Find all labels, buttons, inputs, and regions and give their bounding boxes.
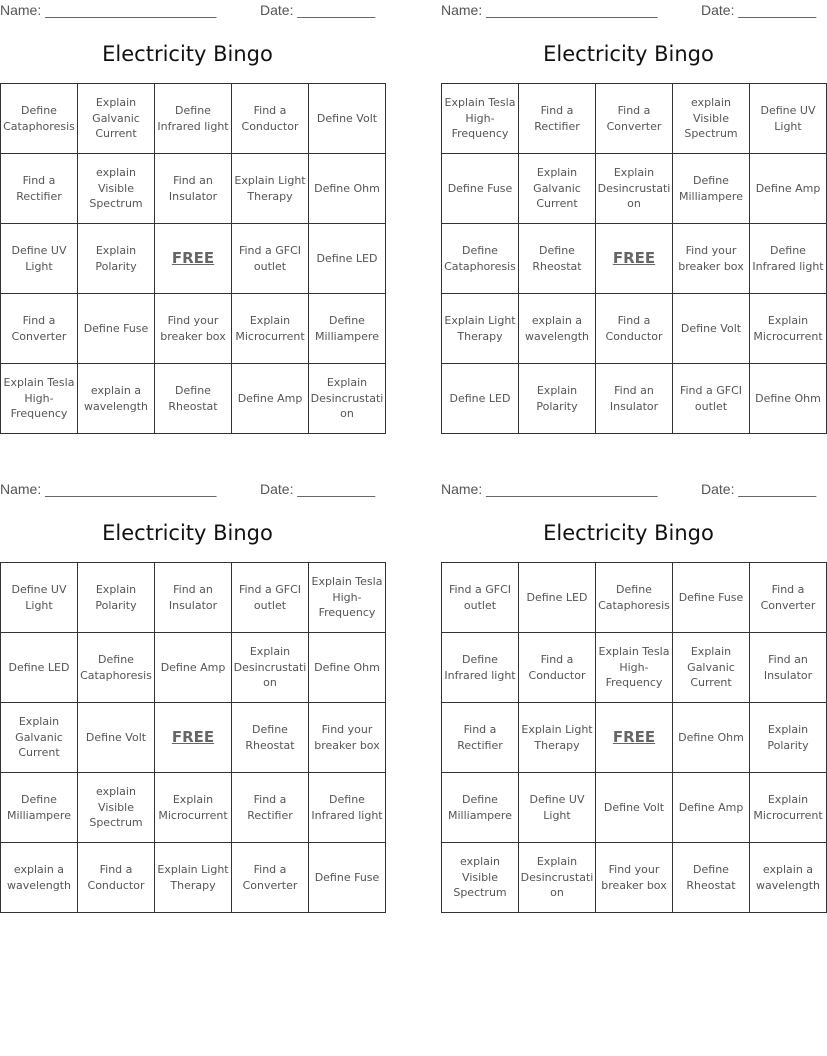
bingo-row: [1, 224, 386, 294]
bingo-cell: Find a GFCI outlet: [232, 563, 309, 633]
bingo-row: [442, 154, 827, 224]
bingo-cell: Explain Desincrustation: [232, 633, 309, 703]
bingo-cell: Define Ohm: [309, 633, 386, 703]
bingo-cell: Explain Desincrustation: [596, 154, 673, 224]
bingo-cell: Find an Insulator: [750, 633, 827, 703]
bingo-row: [1, 364, 386, 434]
bingo-row: [442, 703, 827, 773]
name-line: Name: ______________________: [441, 2, 658, 18]
bingo-cell: Define UV Light: [750, 84, 827, 154]
bingo-row: [442, 633, 827, 703]
bingo-cell: Define UV Light: [1, 563, 78, 633]
bingo-cell: Define Infrared light: [155, 84, 232, 154]
bingo-cell: Define Volt: [673, 294, 750, 364]
bingo-cell: Define Cataphoresis: [442, 224, 519, 294]
bingo-cell: Find a Conductor: [519, 633, 596, 703]
name-line: Name: ______________________: [0, 481, 217, 497]
date-line: Date: __________: [701, 481, 817, 497]
bingo-cell: Define Ohm: [750, 364, 827, 434]
bingo-cell: Find a Conductor: [78, 843, 155, 913]
bingo-grid: [441, 562, 827, 913]
free-space: FREE: [155, 224, 232, 294]
bingo-cell: Define Amp: [232, 364, 309, 434]
bingo-cell: Find a Converter: [750, 563, 827, 633]
bingo-cell: Explain Tesla High-Frequency: [442, 84, 519, 154]
bingo-cell: Explain Polarity: [519, 364, 596, 434]
bingo-cell: Define Fuse: [442, 154, 519, 224]
bingo-cell: Explain Polarity: [750, 703, 827, 773]
bingo-cell: Explain Microcurrent: [155, 773, 232, 843]
card-header: [0, 0, 375, 22]
bingo-cell: Find your breaker box: [596, 843, 673, 913]
bingo-cell: Define LED: [442, 364, 519, 434]
bingo-cell: Explain Tesla High-Frequency: [309, 563, 386, 633]
bingo-row: [1, 563, 386, 633]
bingo-cell: Find your breaker box: [309, 703, 386, 773]
bingo-cell: Define Milliampere: [309, 294, 386, 364]
bingo-cell: Find an Insulator: [596, 364, 673, 434]
bingo-cell: Find an Insulator: [155, 154, 232, 224]
bingo-cell: Define Ohm: [673, 703, 750, 773]
bingo-cell: Find an Insulator: [155, 563, 232, 633]
bingo-cell: Find a GFCI outlet: [442, 563, 519, 633]
bingo-cell: Explain Desincrustation: [309, 364, 386, 434]
bingo-cell: Define Infrared light: [309, 773, 386, 843]
bingo-grid: [0, 83, 386, 434]
bingo-cell: Define Fuse: [78, 294, 155, 364]
bingo-row: [442, 773, 827, 843]
bingo-cell: Define Rheostat: [155, 364, 232, 434]
bingo-cell: Define Milliampere: [1, 773, 78, 843]
bingo-cell: Define Amp: [673, 773, 750, 843]
bingo-cell: Define Milliampere: [442, 773, 519, 843]
bingo-cell: Find a GFCI outlet: [232, 224, 309, 294]
bingo-cell: explain Visible Spectrum: [442, 843, 519, 913]
bingo-grid: [441, 83, 827, 434]
bingo-card: [441, 0, 824, 440]
bingo-cell: Define Cataphoresis: [1, 84, 78, 154]
bingo-cell: Explain Galvanic Current: [78, 84, 155, 154]
bingo-cell: explain Visible Spectrum: [78, 154, 155, 224]
bingo-cell: Find a Rectifier: [232, 773, 309, 843]
bingo-cell: Define UV Light: [1, 224, 78, 294]
bingo-cell: Define Fuse: [673, 563, 750, 633]
date-line: Date: __________: [260, 481, 376, 497]
bingo-cell: Explain Light Therapy: [155, 843, 232, 913]
date-line: Date: __________: [260, 2, 376, 18]
card-title: Electricity Bingo: [102, 521, 273, 545]
bingo-cell: explain Visible Spectrum: [673, 84, 750, 154]
bingo-cell: Define Cataphoresis: [596, 563, 673, 633]
bingo-cell: Explain Light Therapy: [232, 154, 309, 224]
bingo-cell: Define Infrared light: [750, 224, 827, 294]
bingo-cell: Explain Microcurrent: [750, 294, 827, 364]
bingo-row: [442, 364, 827, 434]
bingo-cell: Define LED: [309, 224, 386, 294]
card-header: [441, 479, 816, 501]
bingo-cell: Explain Galvanic Current: [1, 703, 78, 773]
bingo-row: [1, 294, 386, 364]
bingo-cell: Explain Galvanic Current: [673, 633, 750, 703]
bingo-cell: explain a wavelength: [750, 843, 827, 913]
bingo-cell: Find your breaker box: [155, 294, 232, 364]
bingo-cell: Find a Rectifier: [442, 703, 519, 773]
bingo-cell: explain a wavelength: [78, 364, 155, 434]
name-line: Name: ______________________: [441, 481, 658, 497]
bingo-card: [0, 0, 384, 440]
bingo-grid: [0, 562, 386, 913]
card-title: Electricity Bingo: [543, 42, 714, 66]
bingo-cell: Define Volt: [596, 773, 673, 843]
bingo-cell: Find your breaker box: [673, 224, 750, 294]
bingo-cell: Explain Microcurrent: [232, 294, 309, 364]
bingo-cell: Explain Tesla High-Frequency: [596, 633, 673, 703]
bingo-row: [1, 154, 386, 224]
bingo-row: [442, 224, 827, 294]
bingo-row: [442, 294, 827, 364]
bingo-row: [1, 633, 386, 703]
bingo-cell: Define Ohm: [309, 154, 386, 224]
bingo-cell: Explain Desincrustation: [519, 843, 596, 913]
bingo-cell: Define Amp: [750, 154, 827, 224]
bingo-cell: Find a Converter: [232, 843, 309, 913]
bingo-cell: Find a Rectifier: [519, 84, 596, 154]
bingo-cell: Explain Microcurrent: [750, 773, 827, 843]
bingo-cell: Define Fuse: [309, 843, 386, 913]
bingo-cell: Find a Conductor: [596, 294, 673, 364]
bingo-card: [0, 479, 383, 919]
bingo-cell: explain a wavelength: [519, 294, 596, 364]
free-space: FREE: [596, 224, 673, 294]
bingo-cell: Explain Light Therapy: [519, 703, 596, 773]
date-line: Date: __________: [701, 2, 817, 18]
card-header: [441, 0, 816, 22]
bingo-cell: Explain Galvanic Current: [519, 154, 596, 224]
bingo-row: [1, 84, 386, 154]
bingo-cell: Define Amp: [155, 633, 232, 703]
bingo-cell: explain Visible Spectrum: [78, 773, 155, 843]
bingo-cell: Define LED: [1, 633, 78, 703]
bingo-cell: Define Cataphoresis: [78, 633, 155, 703]
free-space: FREE: [155, 703, 232, 773]
bingo-cell: Explain Polarity: [78, 224, 155, 294]
bingo-cell: Find a Converter: [1, 294, 78, 364]
bingo-row: [442, 84, 827, 154]
bingo-cell: Define Infrared light: [442, 633, 519, 703]
name-line: Name: ______________________: [0, 2, 217, 18]
card-title: Electricity Bingo: [102, 42, 273, 66]
bingo-cell: Define UV Light: [519, 773, 596, 843]
bingo-cell: Find a Converter: [596, 84, 673, 154]
bingo-cell: Define LED: [519, 563, 596, 633]
bingo-cell: Find a GFCI outlet: [673, 364, 750, 434]
bingo-cell: Explain Tesla High-Frequency: [1, 364, 78, 434]
bingo-row: [1, 773, 386, 843]
free-space: FREE: [596, 703, 673, 773]
bingo-cell: Define Rheostat: [673, 843, 750, 913]
bingo-card: [441, 479, 823, 919]
bingo-row: [442, 843, 827, 913]
bingo-cell: explain a wavelength: [1, 843, 78, 913]
bingo-cell: Define Milliampere: [673, 154, 750, 224]
card-title: Electricity Bingo: [543, 521, 714, 545]
bingo-row: [1, 703, 386, 773]
bingo-cell: Explain Light Therapy: [442, 294, 519, 364]
bingo-cell: Define Rheostat: [232, 703, 309, 773]
bingo-row: [442, 563, 827, 633]
bingo-cell: Explain Polarity: [78, 563, 155, 633]
bingo-cell: Define Volt: [78, 703, 155, 773]
bingo-cell: Define Rheostat: [519, 224, 596, 294]
card-header: [0, 479, 375, 501]
bingo-cell: Find a Rectifier: [1, 154, 78, 224]
bingo-cell: Define Volt: [309, 84, 386, 154]
bingo-cell: Find a Conductor: [232, 84, 309, 154]
bingo-row: [1, 843, 386, 913]
